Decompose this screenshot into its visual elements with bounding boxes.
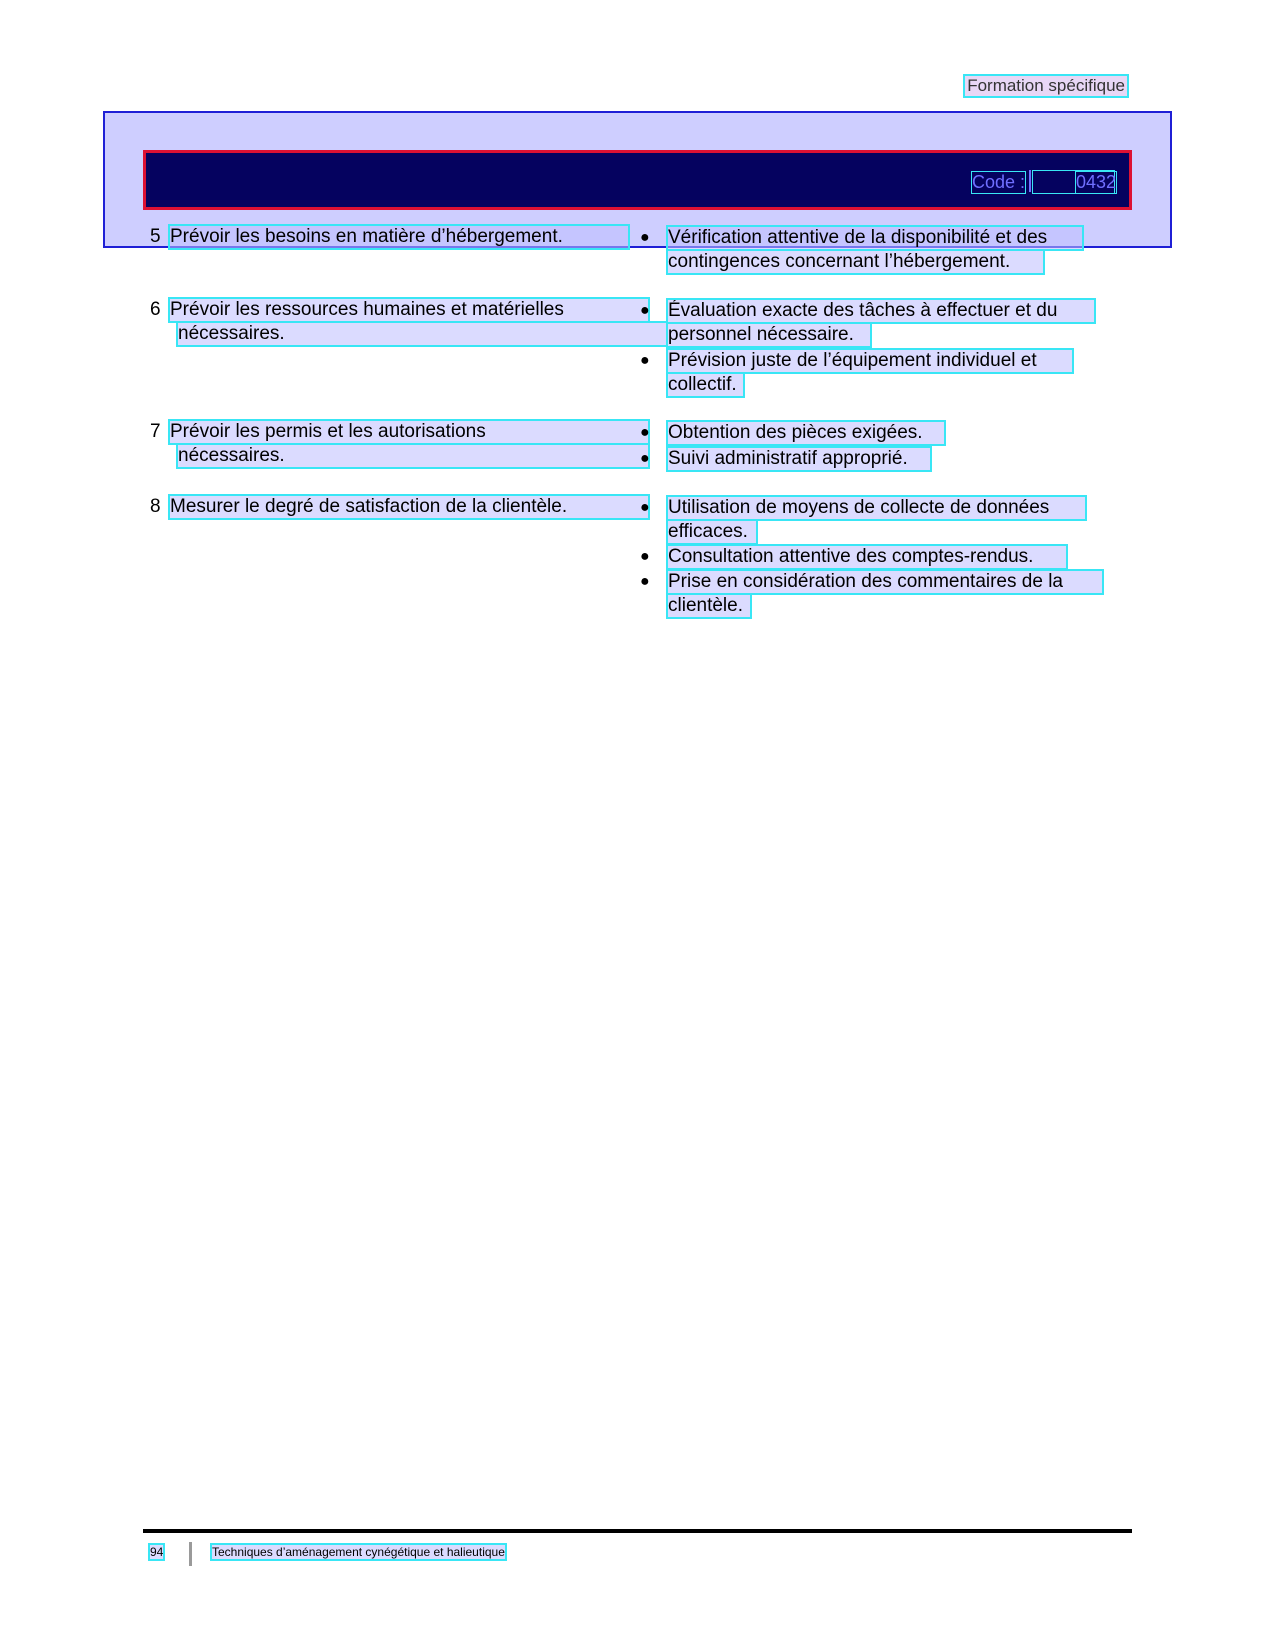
element-line: nécessaires. (178, 323, 666, 345)
bullet-icon: ● (640, 352, 650, 369)
criterion-line: clientèle. (668, 595, 750, 617)
program-title: Techniques d’aménagement cynégétique et halieutique (212, 1545, 505, 1559)
criterion-line: Consultation attentive des comptes-rendus. (668, 546, 1066, 568)
criterion-line: Utilisation de moyens de collecte de données (668, 497, 1085, 519)
element-line: Mesurer le degré de satisfaction de la clientèle. (170, 496, 648, 518)
bullet-icon: ● (640, 573, 650, 590)
criterion-line: Prévision juste de l’équipement individuel et (668, 350, 1072, 372)
criterion-line: contingences concernant l’hébergement. (668, 251, 1043, 273)
code-label: Code : (972, 172, 1026, 192)
bullet-icon: ● (640, 450, 650, 467)
criterion-line: personnel nécessaire. (668, 324, 870, 346)
element-line: Prévoir les ressources humaines et matérielles (170, 299, 648, 321)
element-number: 6 (150, 299, 161, 320)
criterion-line: collectif. (668, 374, 743, 396)
code-value: 0432 (1076, 172, 1117, 192)
bullet-icon: ● (640, 499, 650, 516)
element-number: 5 (150, 226, 161, 247)
bullet-icon: ● (640, 229, 650, 246)
bullet-icon: ● (640, 548, 650, 565)
footer-separator (189, 1542, 192, 1566)
footer-rule (143, 1529, 1132, 1533)
bullet-icon: ● (640, 424, 650, 441)
element-line: Prévoir les permis et les autorisations (170, 421, 648, 443)
element-number: 7 (150, 421, 161, 442)
element-line: Prévoir les besoins en matière d’hébergement. (170, 226, 628, 248)
element-line: nécessaires. (178, 445, 648, 467)
criterion-line: Prise en considération des commentaires de la (668, 571, 1102, 593)
criterion-line: Vérification attentive de la disponibilité et des (668, 227, 1082, 249)
bullet-icon: ● (640, 302, 650, 319)
criterion-line: Suivi administratif approprié. (668, 448, 930, 470)
section-title: Formation spécifique (967, 76, 1125, 95)
criterion-line: Évaluation exacte des tâches à effectuer et du (668, 300, 1094, 322)
page-number: 94 (150, 1545, 164, 1559)
element-number: 8 (150, 496, 161, 517)
criterion-line: efficaces. (668, 521, 756, 543)
criterion-line: Obtention des pièces exigées. (668, 422, 944, 444)
